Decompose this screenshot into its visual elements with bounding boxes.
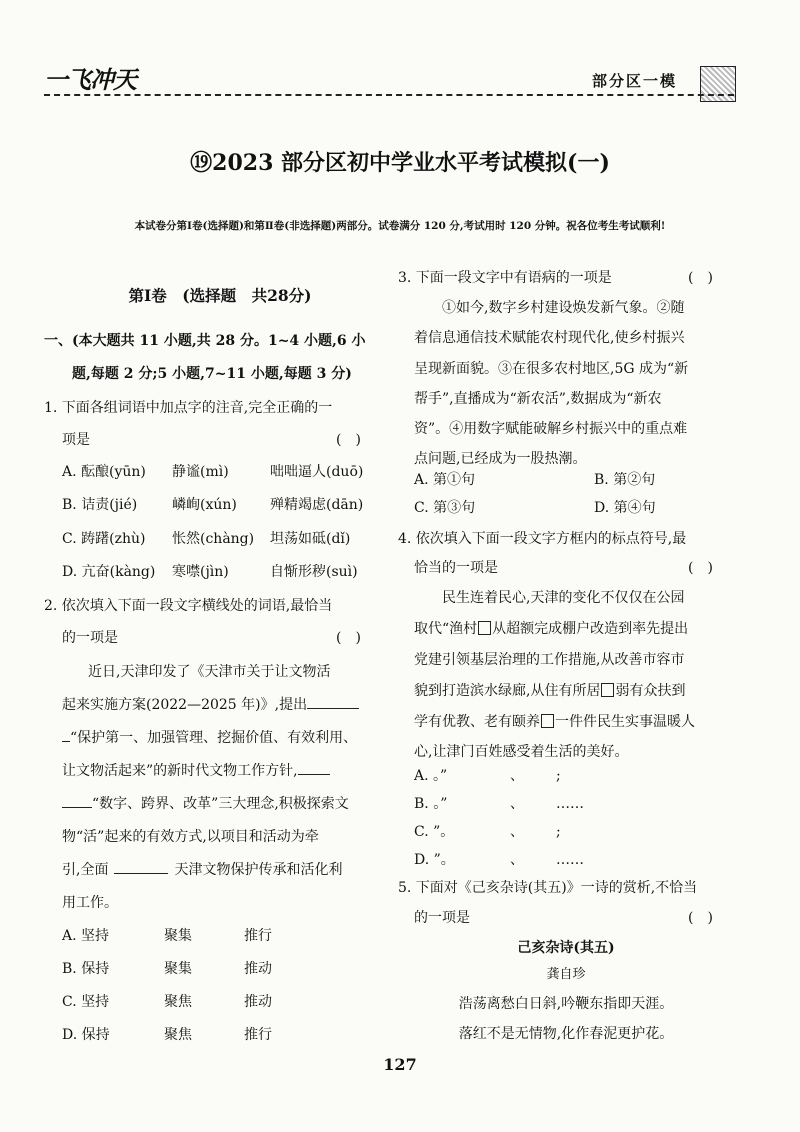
brand-logo: 一飞冲天 <box>44 66 136 94</box>
q3-passage-line: ①如今,数字乡村建设焕发新气象。②随 <box>442 300 685 316</box>
q2-option-a-3: 推行 <box>244 928 272 944</box>
q2-option-d-3: 推行 <box>244 1027 272 1043</box>
part1-instruction: 一、(本大题共 11 小题,共 28 分。1~4 小题,6 小 <box>44 333 366 349</box>
q2-passage-text: 让文物活起来”的新时代文物工作方针, <box>62 763 298 779</box>
page-number: 127 <box>383 1055 417 1074</box>
q4-passage-line <box>414 683 685 700</box>
q4-stem-2: 恰当的一项是 <box>414 560 498 576</box>
q2-passage-text: 起来实施方案(2022—2025 年)》,提出 <box>62 697 308 713</box>
q2-passage-line <box>62 763 330 780</box>
q2-option-d: D. 保持 <box>62 1027 110 1043</box>
q2-blank-2-cont <box>62 807 92 808</box>
q2-answer-paren: ( ) <box>336 630 361 646</box>
q2-blank-2 <box>298 774 330 775</box>
part1-title: 第Ⅰ卷 (选择题 共28分) <box>128 286 312 305</box>
q3-stem: 3. 下面一段文字中有语病的一项是 <box>398 270 612 286</box>
q3-option-c: C. 第③句 <box>414 500 476 516</box>
q4-answer-paren: ( ) <box>688 560 713 576</box>
q5-stem: 5. 下面对《己亥杂诗(其五)》一诗的赏析,不恰当 <box>398 880 698 896</box>
q2-passage-line <box>62 730 357 747</box>
q1-option-d-2: 寒噤(jìn) <box>172 564 229 580</box>
q4-option-a-2: 、 <box>510 768 524 784</box>
q4-option-b-3: …… <box>556 796 584 812</box>
q3-passage-line: 资”。④用数字赋能破解乡村振兴中的重点难 <box>414 421 688 437</box>
q2-option-a-2: 聚集 <box>164 928 192 944</box>
poem-author: 龚自珍 <box>546 967 586 982</box>
q2-passage-text: “数字、跨界、改革”三大理念,积极探索文 <box>92 796 349 812</box>
q3-passage-line: 呈现新面貌。③在很多农村地区,5G 成为“新 <box>414 361 689 377</box>
q1-stem-2: 项是 <box>62 432 90 448</box>
poem-title: 己亥杂诗(其五) <box>517 940 615 956</box>
q4-option-b-2: 、 <box>510 796 524 812</box>
q4-punct-box-3 <box>541 714 554 728</box>
q2-option-b-2: 聚集 <box>164 961 192 977</box>
q2-option-c-3: 推动 <box>244 994 272 1010</box>
corner-decoration <box>700 66 736 102</box>
q4-passage-text: 一件件民生实事温暖人 <box>555 714 695 730</box>
q2-passage-line: 物“活”起来的有效方式,以项目和活动为牵 <box>62 829 319 845</box>
q1-option-d-3: 自惭形秽(suì) <box>270 564 358 580</box>
exam-notice: 本试卷分第Ⅰ卷(选择题)和第Ⅱ卷(非选择题)两部分。试卷满分 120 分,考试用时 120 分钟。祝各位考生考试顺利! <box>134 220 666 232</box>
q2-passage-text: 天津文物保护传承和活化利 <box>174 862 343 878</box>
q3-passage-line: 着信息通信技术赋能农村现代化,使乡村振兴 <box>414 330 685 346</box>
q2-passage-line: 用工作。 <box>62 895 118 911</box>
q2-passage-line <box>62 697 359 714</box>
q2-stem: 2. 依次填入下面一段文字横线处的词语,最恰当 <box>44 598 333 614</box>
q4-punct-box-1 <box>478 621 491 635</box>
q2-stem-2: 的一项是 <box>62 630 118 646</box>
q2-passage-text: 引,全面 <box>62 862 109 878</box>
part1-instruction-2: 题,每题 2 分;5 小题,7~11 小题,每题 3 分) <box>72 366 352 382</box>
q4-option-a: A. 。” <box>414 768 448 784</box>
q4-option-a-3: ; <box>556 768 561 784</box>
q1-option-c: C. 踌躇(zhù) <box>62 531 146 547</box>
q3-answer-paren: ( ) <box>688 270 713 286</box>
q4-option-d-2: 、 <box>510 852 524 868</box>
q4-passage-line: 党建引领基层治理的工作措施,从改善市容市 <box>414 652 685 668</box>
q2-blank-1-cont <box>62 741 70 742</box>
poem-line: 落红不是无情物,化作春泥更护花。 <box>458 1026 674 1042</box>
q2-option-c-2: 聚焦 <box>164 994 192 1010</box>
q4-option-c-2: 、 <box>510 824 524 840</box>
header-divider <box>44 94 734 96</box>
q4-passage-text: 弱有众扶到 <box>615 683 686 699</box>
q3-option-d: D. 第④句 <box>594 500 656 516</box>
q1-option-a: A. 酝酿(yūn) <box>62 464 146 480</box>
exam-title: ⑲2023 部分区初中学业水平考试模拟(一) <box>190 150 610 176</box>
q1-option-a-2: 静谧(mì) <box>172 464 229 480</box>
q3-option-b: B. 第②句 <box>594 472 656 488</box>
q2-blank-1 <box>307 708 359 709</box>
q5-stem-2: 的一项是 <box>414 910 470 926</box>
q1-answer-paren: ( ) <box>336 432 361 448</box>
section-label: 部分区一模 <box>592 72 678 90</box>
q1-stem: 1. 下面各组词语中加点字的注音,完全正确的一 <box>44 400 333 416</box>
q1-option-c-2: 怅然(chàng) <box>172 531 255 547</box>
q4-passage-text: 貌到打造滨水绿廊,从住有所居 <box>414 683 601 699</box>
q1-option-b-2: 嶙峋(xún) <box>172 497 237 513</box>
q4-option-d: D. ”。 <box>414 852 455 868</box>
q3-option-a: A. 第①句 <box>414 472 476 488</box>
q2-option-a: A. 坚持 <box>62 928 110 944</box>
q2-passage-line <box>62 862 342 879</box>
q4-option-c: C. ”。 <box>414 824 455 840</box>
q4-passage-line: 心,让津门百姓感受着生活的美好。 <box>414 744 629 760</box>
poem-line: 浩荡离愁白日斜,吟鞭东指即天涯。 <box>458 996 674 1012</box>
q2-option-c: C. 坚持 <box>62 994 110 1010</box>
q4-passage-line <box>414 621 688 638</box>
q4-passage-text: 取代“渔村 <box>414 621 478 637</box>
q1-option-b: B. 诘责(jié) <box>62 497 138 513</box>
q4-passage-text: 学有优教、老有颐养 <box>414 714 540 730</box>
q3-passage-line: 帮手”,直播成为“新农活”,数据成为“新农 <box>414 391 662 407</box>
q4-option-c-3: ; <box>556 824 561 840</box>
q1-option-a-3: 咄咄逼人(duō) <box>270 464 364 480</box>
q4-passage-text: 从超额完成棚户改造到率先提出 <box>492 621 689 637</box>
q2-option-b-3: 推动 <box>244 961 272 977</box>
q5-answer-paren: ( ) <box>688 910 713 926</box>
q2-passage-line <box>62 796 349 813</box>
q3-passage-line: 点问题,已经成为一股热潮。 <box>414 451 587 467</box>
q2-blank-3 <box>114 873 168 874</box>
q2-option-b: B. 保持 <box>62 961 110 977</box>
q2-passage-line: 近日,天津印发了《天津市关于让文物活 <box>88 664 331 680</box>
q1-option-b-3: 殚精竭虑(dān) <box>270 497 364 513</box>
q4-punct-box-2 <box>601 683 614 697</box>
q4-stem: 4. 依次填入下面一段文字方框内的标点符号,最 <box>398 531 687 547</box>
q1-option-d: D. 亢奋(kàng) <box>62 564 156 580</box>
q2-passage-text: “保护第一、加强管理、挖掘价值、有效利用、 <box>70 730 358 746</box>
q4-option-d-3: …… <box>556 852 584 868</box>
q2-option-d-2: 聚焦 <box>164 1027 192 1043</box>
q1-option-c-3: 坦荡如砥(dǐ) <box>270 531 351 547</box>
q4-passage-line <box>414 714 695 731</box>
q4-passage-line: 民生连着民心,天津的变化不仅仅在公园 <box>442 590 685 606</box>
q4-option-b: B. 。” <box>414 796 448 812</box>
